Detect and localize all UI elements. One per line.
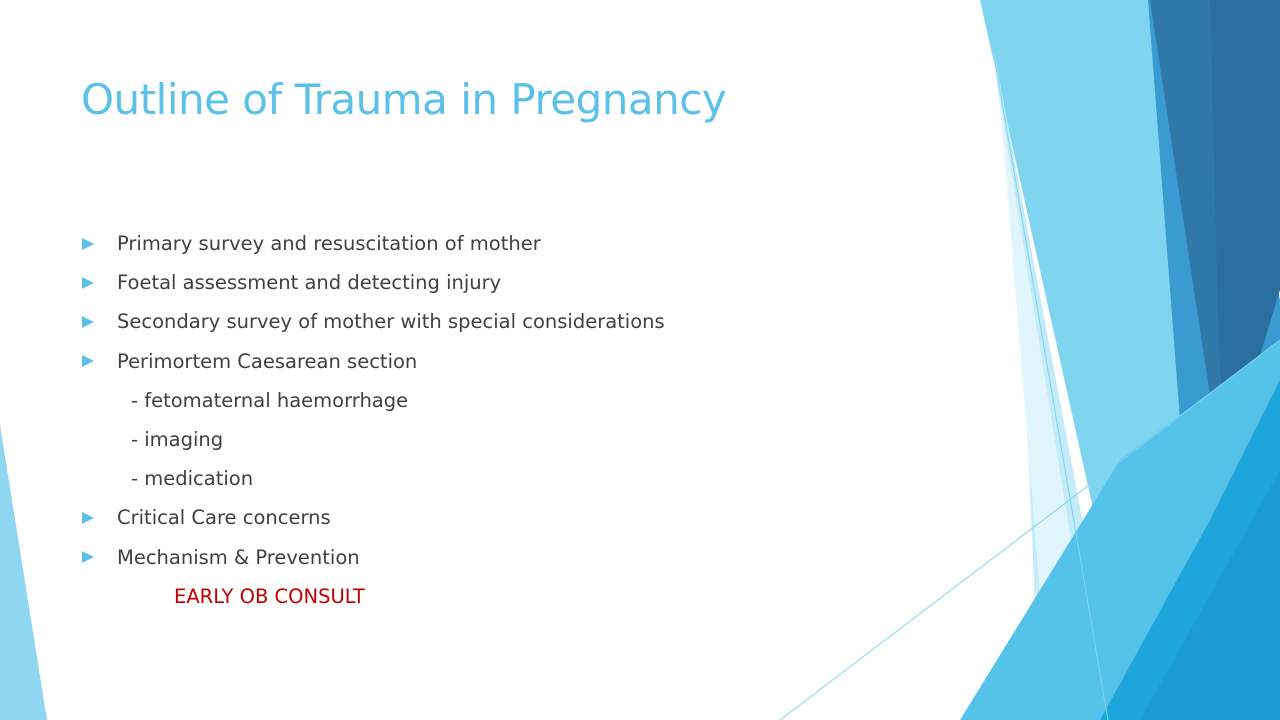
bullet-item	[81, 224, 941, 263]
bullet-text: Mechanism & Prevention	[117, 545, 360, 569]
bullet-item	[81, 302, 941, 341]
triangle-right-icon	[81, 354, 95, 368]
sub-item-text: - imaging	[131, 428, 224, 452]
sub-item	[81, 381, 941, 420]
bullet-item	[81, 263, 941, 302]
bullet-item	[81, 538, 941, 577]
bullet-text: Critical Care concerns	[117, 506, 331, 530]
slide-title: Outline of Trauma in Pregnancy	[81, 75, 727, 124]
bullet-item	[81, 342, 941, 381]
triangle-right-icon	[81, 550, 95, 564]
slide-content	[81, 224, 941, 616]
sub-item-text: - fetomaternal haemorrhage	[131, 388, 409, 412]
triangle-right-icon	[81, 511, 95, 525]
emphasis-item	[81, 577, 941, 616]
triangle-right-icon	[81, 237, 95, 251]
sub-item	[81, 420, 941, 459]
early-ob-consult-callout: EARLY OB CONSULT	[174, 584, 365, 608]
decor-left-sliver	[0, 425, 47, 720]
bullet-text: Perimortem Caesarean section	[117, 349, 418, 373]
bullet-item	[81, 498, 941, 537]
sub-item-text: - medication	[131, 467, 254, 491]
bullet-text: Primary survey and resuscitation of mother	[117, 232, 541, 256]
bullet-text: Secondary survey of mother with special considerations	[117, 310, 665, 334]
bullet-text: Foetal assessment and detecting injury	[117, 271, 502, 295]
triangle-right-icon	[81, 315, 95, 329]
sub-item	[81, 459, 941, 498]
triangle-right-icon	[81, 276, 95, 290]
